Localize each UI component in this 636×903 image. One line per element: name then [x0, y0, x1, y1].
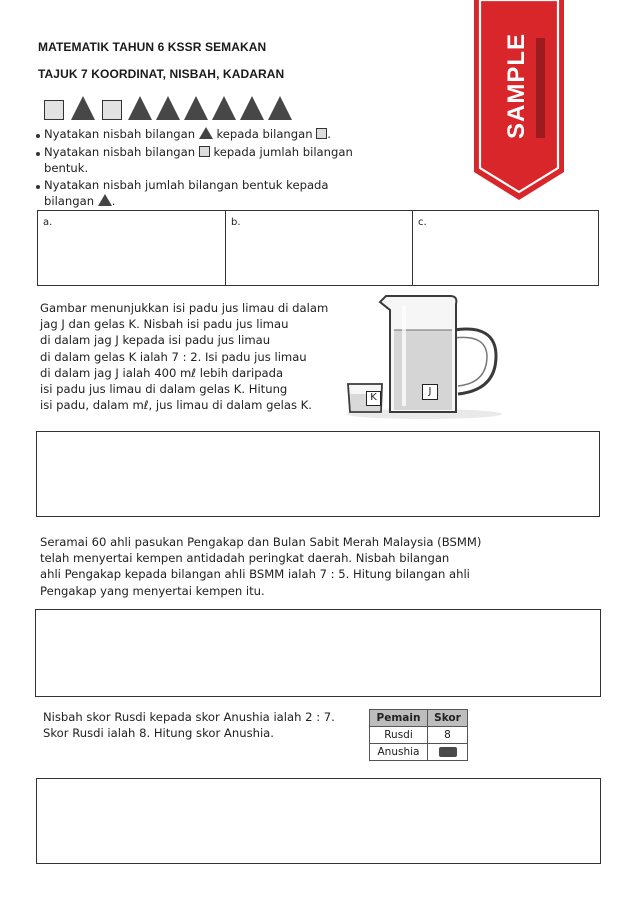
q1-bullet-1-text-b: kepada bilangan [216, 127, 313, 141]
q4-question [43, 709, 353, 741]
q1-bullet-3-text-c: . [111, 194, 116, 209]
triangle-icon [268, 96, 292, 120]
table-header-row [370, 710, 468, 727]
triangle-icon [128, 96, 152, 120]
bullet-dot [36, 134, 40, 138]
glass-label: K [366, 391, 381, 406]
table-row [370, 727, 468, 744]
q2-line: di dalam jag J ialah 400 mℓ lebih daripada [40, 365, 284, 380]
square-icon [316, 128, 327, 139]
q1-bullet-2-text-a: Nyatakan nisbah bilangan [44, 145, 196, 159]
player-score: 8 [428, 727, 468, 744]
q3-question [40, 534, 520, 599]
square-icon [102, 100, 122, 120]
q1-bullet-3-text-b: bilangan [44, 194, 95, 209]
q4-answer-box[interactable] [36, 778, 601, 864]
player-name: Anushia [370, 744, 428, 761]
q3-line: Pengakap yang menyertai kempen itu. [40, 583, 265, 598]
score-table-grid [369, 709, 468, 761]
triangle-icon [71, 96, 95, 120]
triangle-icon [240, 96, 264, 120]
q1-bullet-2-text-c: bentuk. [44, 161, 89, 176]
triangle-icon [199, 127, 213, 139]
q3-answer-box[interactable] [35, 609, 601, 697]
sample-watermark-text: SAMPLE [503, 33, 530, 140]
q1-bullet-3 [44, 177, 374, 209]
sample-watermark [474, 0, 564, 200]
q4-line: Nisbah skor Rusdi kepada skor Anushia ialah 2 : 7. [43, 710, 335, 724]
q3-line: Seramai 60 ahli pasukan Pengakap dan Bulan Sabit Merah Malaysia (BSMM) [40, 535, 482, 549]
jug-glass-illustration [346, 290, 506, 420]
q2-answer-box[interactable] [36, 431, 600, 517]
q1-bullet-2 [44, 144, 374, 176]
q2-line: di dalam gelas K ialah 7 : 2. Isi padu jus limau [40, 349, 307, 364]
table-row [370, 744, 468, 761]
score-table [369, 709, 468, 761]
header-pemain: Pemain [370, 710, 428, 727]
q1-bullet-1-text-c: . [327, 127, 331, 141]
player-score-unknown [428, 744, 468, 761]
q2-line: isi padu, dalam mℓ, jus limau di dalam gelas K. [40, 398, 312, 413]
header-skor: Skor [428, 710, 468, 727]
q1-bullet-1 [44, 126, 331, 142]
q2-line: isi padu jus limau di dalam gelas K. Hitung [40, 382, 288, 397]
q4-line: Skor Rusdi ialah 8. Hitung skor Anushia. [43, 726, 274, 741]
answer-label-a: a. [43, 217, 53, 228]
square-icon [44, 100, 64, 120]
q2-line: jag J dan gelas K. Nisbah isi padu jus limau [40, 317, 289, 332]
jug-label: J [422, 384, 438, 400]
player-name: Rusdi [370, 727, 428, 744]
answer-box-a[interactable] [37, 210, 226, 286]
triangle-icon [98, 194, 112, 206]
triangle-icon [156, 96, 180, 120]
title-topic: TAJUK 7 KOORDINAT, NISBAH, KADARAN [38, 67, 285, 81]
q3-line: telah menyertai kempen antidadah peringkat daerah. Nisbah bilangan [40, 551, 450, 566]
q2-line: Gambar menunjukkan isi padu jus limau di dalam [40, 301, 329, 315]
answer-label-b: b. [231, 217, 241, 228]
q1-bullet-3-text-a: Nyatakan nisbah jumlah bilangan bentuk kepada [44, 178, 329, 192]
answer-box-c[interactable] [412, 210, 599, 286]
triangle-icon [184, 96, 208, 120]
answer-box-b[interactable] [225, 210, 413, 286]
q1-bullet-1-text-a: Nyatakan nisbah bilangan [44, 127, 196, 141]
square-icon [199, 146, 210, 157]
q1-bullet-2-text-b: kepada jumlah bilangan [213, 145, 353, 159]
triangle-icon [212, 96, 236, 120]
answer-label-c: c. [418, 217, 427, 228]
q2-question [40, 300, 340, 413]
q3-line: ahli Pengakap kepada bilangan ahli BSMM ialah 7 : 5. Hitung bilangan ahli [40, 567, 470, 582]
bullet-dot [36, 152, 40, 156]
q2-line: di dalam jag J kepada isi padu jus limau [40, 333, 271, 348]
title-subject: MATEMATIK TAHUN 6 KSSR SEMAKAN [38, 40, 267, 54]
bullet-dot [36, 185, 40, 189]
hidden-score-block-icon [439, 747, 457, 757]
